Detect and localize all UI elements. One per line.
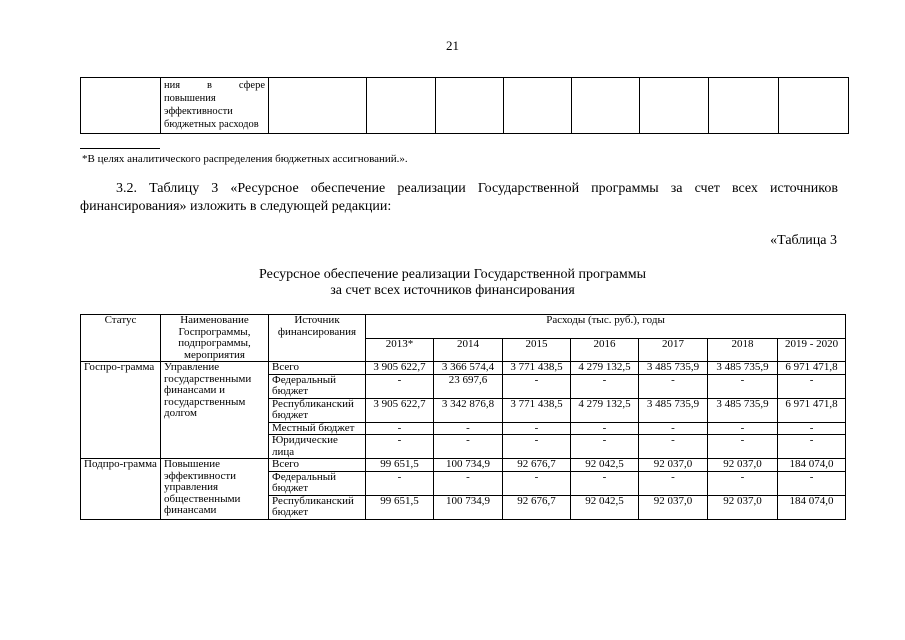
value-cell: - — [503, 435, 571, 459]
value-cell: 92 037,0 — [639, 459, 708, 472]
value-cell: 23 697,6 — [434, 374, 503, 398]
value-cell: 99 651,5 — [366, 495, 434, 519]
value-cell: 92 037,0 — [639, 495, 708, 519]
header-year: 2019 - 2020 — [778, 338, 846, 362]
value-cell: 100 734,9 — [434, 459, 503, 472]
program-name-cell: Управление государственными финансами и государственным долгом — [161, 362, 269, 459]
header-year: 2013* — [366, 338, 434, 362]
value-cell: 3 771 438,5 — [503, 362, 571, 375]
value-cell: 92 042,5 — [571, 459, 639, 472]
value-cell: - — [571, 471, 639, 495]
table-title — [0, 267, 905, 299]
value-cell: 92 037,0 — [708, 459, 778, 472]
table-title-line: за счет всех источников финансирования — [330, 283, 575, 298]
value-cell: - — [503, 374, 571, 398]
value-cell: 184 074,0 — [778, 459, 846, 472]
source-cell: Федеральный бюджет — [269, 374, 366, 398]
value-cell: - — [639, 374, 708, 398]
value-cell: - — [708, 471, 778, 495]
value-cell: - — [778, 422, 846, 435]
value-cell: - — [434, 422, 503, 435]
value-cell: 3 485 735,9 — [708, 398, 778, 422]
continuation-table — [80, 77, 849, 134]
value-cell: - — [503, 471, 571, 495]
value-cell: 3 485 735,9 — [639, 398, 708, 422]
source-cell: Юридические лица — [269, 435, 366, 459]
status-cell: Подпро-грамма — [81, 459, 161, 520]
value-cell: 92 037,0 — [708, 495, 778, 519]
footnote: *В целях аналитического распределения бюджетных ассигнований.». — [82, 153, 408, 165]
value-cell: - — [366, 471, 434, 495]
value-cell: 3 342 876,8 — [434, 398, 503, 422]
header-source: Источник финансирования — [269, 315, 366, 362]
table-row — [81, 459, 846, 472]
value-cell: 4 279 132,5 — [571, 362, 639, 375]
value-cell: - — [434, 471, 503, 495]
value-cell: - — [639, 422, 708, 435]
table-cell: ния в сфере повышения эффективности бюджетных расходов — [161, 78, 269, 134]
value-cell: 3 771 438,5 — [503, 398, 571, 422]
header-row — [81, 315, 846, 339]
value-cell: - — [778, 435, 846, 459]
source-cell: Всего — [269, 459, 366, 472]
value-cell: 3 905 622,7 — [366, 398, 434, 422]
header-expenses: Расходы (тыс. руб.), годы — [366, 315, 846, 339]
header-year: 2018 — [708, 338, 778, 362]
table-row — [81, 362, 846, 375]
source-cell: Республиканский бюджет — [269, 398, 366, 422]
value-cell: - — [571, 422, 639, 435]
table-row — [81, 78, 849, 134]
value-cell: - — [366, 422, 434, 435]
value-cell: - — [778, 471, 846, 495]
source-cell: Всего — [269, 362, 366, 375]
value-cell: - — [778, 374, 846, 398]
value-cell: - — [639, 471, 708, 495]
header-year: 2014 — [434, 338, 503, 362]
table-title-line: Ресурсное обеспечение реализации Государственной программы — [258, 267, 647, 282]
value-cell: 92 042,5 — [571, 495, 639, 519]
value-cell: - — [434, 435, 503, 459]
source-cell: Федеральный бюджет — [269, 471, 366, 495]
value-cell: - — [571, 435, 639, 459]
value-cell: 184 074,0 — [778, 495, 846, 519]
page-number: 21 — [446, 38, 459, 53]
value-cell: 99 651,5 — [366, 459, 434, 472]
value-cell: 3 485 735,9 — [708, 362, 778, 375]
header-year: 2017 — [639, 338, 708, 362]
value-cell: 6 971 471,8 — [778, 362, 846, 375]
value-cell: 3 905 622,7 — [366, 362, 434, 375]
value-cell: 92 676,7 — [503, 495, 571, 519]
program-name-cell: Повышение эффективности управления общественными финансами — [161, 459, 269, 520]
header-status: Статус — [81, 315, 161, 362]
value-cell: - — [708, 374, 778, 398]
source-cell: Местный бюджет — [269, 422, 366, 435]
source-cell: Республиканский бюджет — [269, 495, 366, 519]
status-cell: Госпро-грамма — [81, 362, 161, 459]
value-cell: - — [639, 435, 708, 459]
paragraph: 3.2. Таблицу 3 «Ресурсное обеспечение реализации Государственной программы за счет всех источников финансирования» изложить в следующей редакции: — [80, 181, 838, 214]
value-cell: 92 676,7 — [503, 459, 571, 472]
value-cell: - — [366, 374, 434, 398]
value-cell: 3 366 574,4 — [434, 362, 503, 375]
header-year: 2016 — [571, 338, 639, 362]
header-name: Наименование Госпрограммы, подпрограммы, мероприятия — [161, 315, 269, 362]
value-cell: 3 485 735,9 — [639, 362, 708, 375]
value-cell: 6 971 471,8 — [778, 398, 846, 422]
footnote-divider — [80, 148, 160, 149]
value-cell: - — [503, 422, 571, 435]
value-cell: - — [708, 422, 778, 435]
value-cell: - — [708, 435, 778, 459]
value-cell: - — [366, 435, 434, 459]
resource-table — [80, 314, 846, 520]
value-cell: 100 734,9 — [434, 495, 503, 519]
value-cell: 4 279 132,5 — [571, 398, 639, 422]
value-cell: - — [571, 374, 639, 398]
table-body — [81, 362, 846, 520]
table-label: «Таблица 3 — [770, 233, 837, 248]
header-year: 2015 — [503, 338, 571, 362]
